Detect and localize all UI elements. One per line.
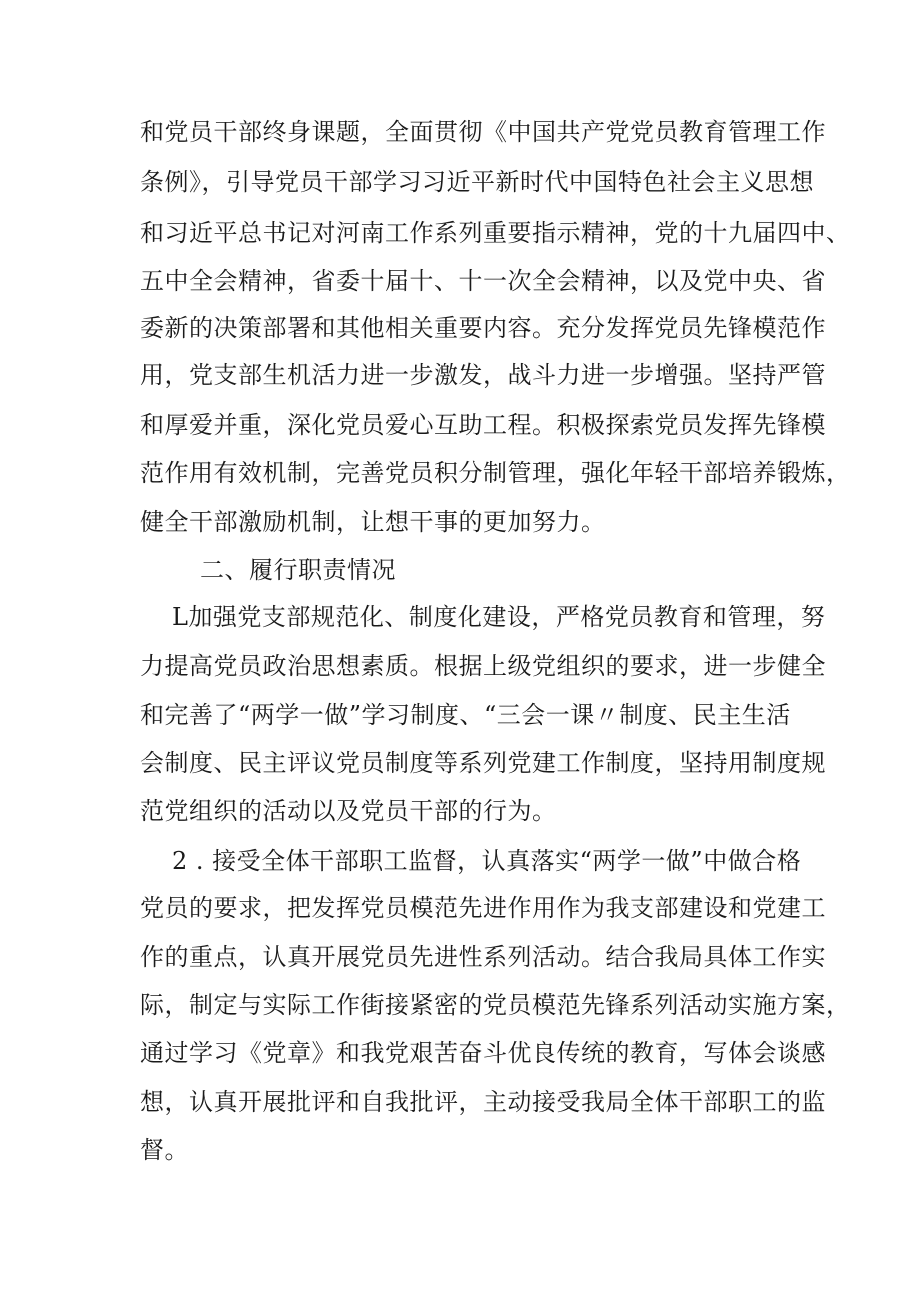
item-1-line: L加强党支部规范化、制度化建设，严格党员教育和管理，努 (172, 603, 826, 631)
item-2-line: 通过学习《党章》和我党艰苦奋斗优良传统的教育，写体会谈感 (140, 1039, 826, 1067)
item-2-line: 2 . 接受全体干部职工监督，认真落实“两学一做”中做合格 (172, 847, 802, 875)
item-1-line: 会制度、民主评议党员制度等系列党建工作制度，坚持用制度规 (140, 749, 826, 777)
paragraph-line: 和习近平总书记对河南工作系列重要指示精神，党的十九届四中、 (140, 219, 851, 247)
item-1-line: 范党组织的活动以及党员干部的行为。 (140, 797, 557, 825)
paragraph-line: 五中全会精神，省委十届十、十一次全会精神，以及党中央、省 (140, 267, 826, 295)
section-heading: 二、履行职责情况 (200, 556, 396, 584)
item-1-line: 力提高党员政治思想素质。根据上级党组织的要求，进一步健全 (140, 652, 826, 680)
paragraph-line: 条例》，引导党员干部学习习近平新时代中国特色社会主义思想 (140, 168, 814, 196)
paragraph-line: 健全干部激励机制，让想干事的更加努力。 (140, 508, 606, 536)
paragraph-line: 范作用有效机制，完善党员积分制管理，强化年轻干部培养锻炼， (140, 459, 851, 487)
item-2-line: 作的重点，认真开展党员先进性系列活动。结合我局具体工作实 (140, 943, 826, 971)
paragraph-line: 和厚爱并重，深化党员爱心互助工程。积极探索党员发挥先锋模 (140, 411, 826, 439)
paragraph-line: 和党员干部终身课题，全面贯彻《中国共产党党员教育管理工作 (140, 118, 826, 146)
item-2-line: 督。 (140, 1136, 189, 1164)
item-2-line: 想，认真开展批评和自我批评，主动接受我局全体干部职工的监 (140, 1088, 826, 1116)
item-1-line: 和完善了“两学一做”学习制度、“三会一课〃制度、民主生活 (140, 701, 791, 729)
paragraph-line: 委新的决策部署和其他相关重要内容。充分发挥党员先锋模范作 (140, 314, 826, 342)
paragraph-line: 用，党支部生机活力进一步激发，战斗力进一步增强。坚持严管 (140, 361, 826, 389)
item-2-line: 党员的要求，把发挥党员模范先进作用作为我支部建设和党建工 (140, 894, 826, 922)
item-2-line: 际，制定与实际工作街接紧密的党员模范先锋系列活动实施方案， (140, 991, 851, 1019)
